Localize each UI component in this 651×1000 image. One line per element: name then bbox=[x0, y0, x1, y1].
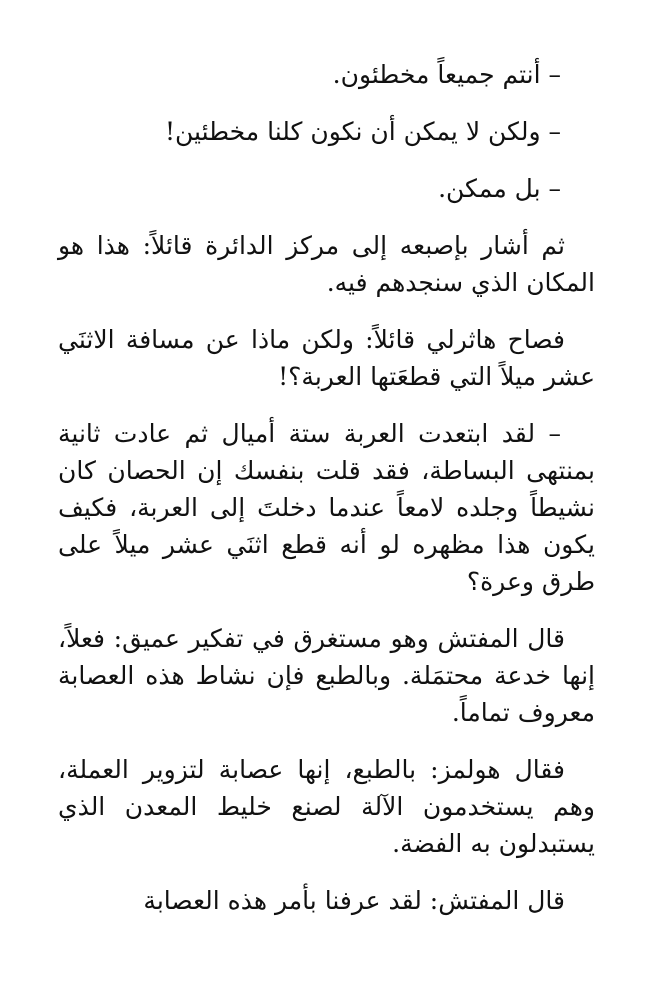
book-page bbox=[58, 56, 595, 939]
paragraph-carriage: – لقد ابتعدت العربة ستة أميال ثم عادت ثانية بمنتهى البساطة، فقد قلت بنفسك إن الحصان كان نشيطاً وجلده لامعاً عندما دخلتَ إلى العربة، فكيف يكون هذا مظهره لو أنه قطع اثنَي عشر ميلاً على طرق وعرة؟ bbox=[58, 419, 595, 596]
dialog-line-2: – ولكن لا يمكن أن نكون كلنا مخطئين! bbox=[164, 117, 561, 146]
paragraph-pointing: ثم أشار بإصبعه إلى مركز الدائرة قائلاً: هذا هو المكان الذي سنجدهم فيه. bbox=[58, 231, 595, 297]
dialog-line-1: – أنتم جميعاً مخطئون. bbox=[332, 60, 561, 89]
paragraph-inspector-2: قال المفتش: لقد عرفنا بأمر هذه العصابة bbox=[143, 886, 565, 915]
paragraph-inspector-1: قال المفتش وهو مستغرق في تفكير عميق: فعلاً، إنها خدعة محتمَلة. وبالطبع فإن نشاط هذه العصابة معروف تماماً. bbox=[58, 624, 595, 727]
paragraph-hatherley: فصاح هاثرلي قائلاً: ولكن ماذا عن مسافة الاثنَي عشر ميلاً التي قطعَتها العربة؟! bbox=[58, 325, 595, 391]
dialog-line-3: – بل ممكن. bbox=[438, 174, 561, 203]
paragraph-holmes: فقال هولمز: بالطبع، إنها عصابة لتزوير العملة، وهم يستخدمون الآلة لصنع خليط المعدن الذي يستبدلون به الفضة. bbox=[58, 755, 595, 858]
